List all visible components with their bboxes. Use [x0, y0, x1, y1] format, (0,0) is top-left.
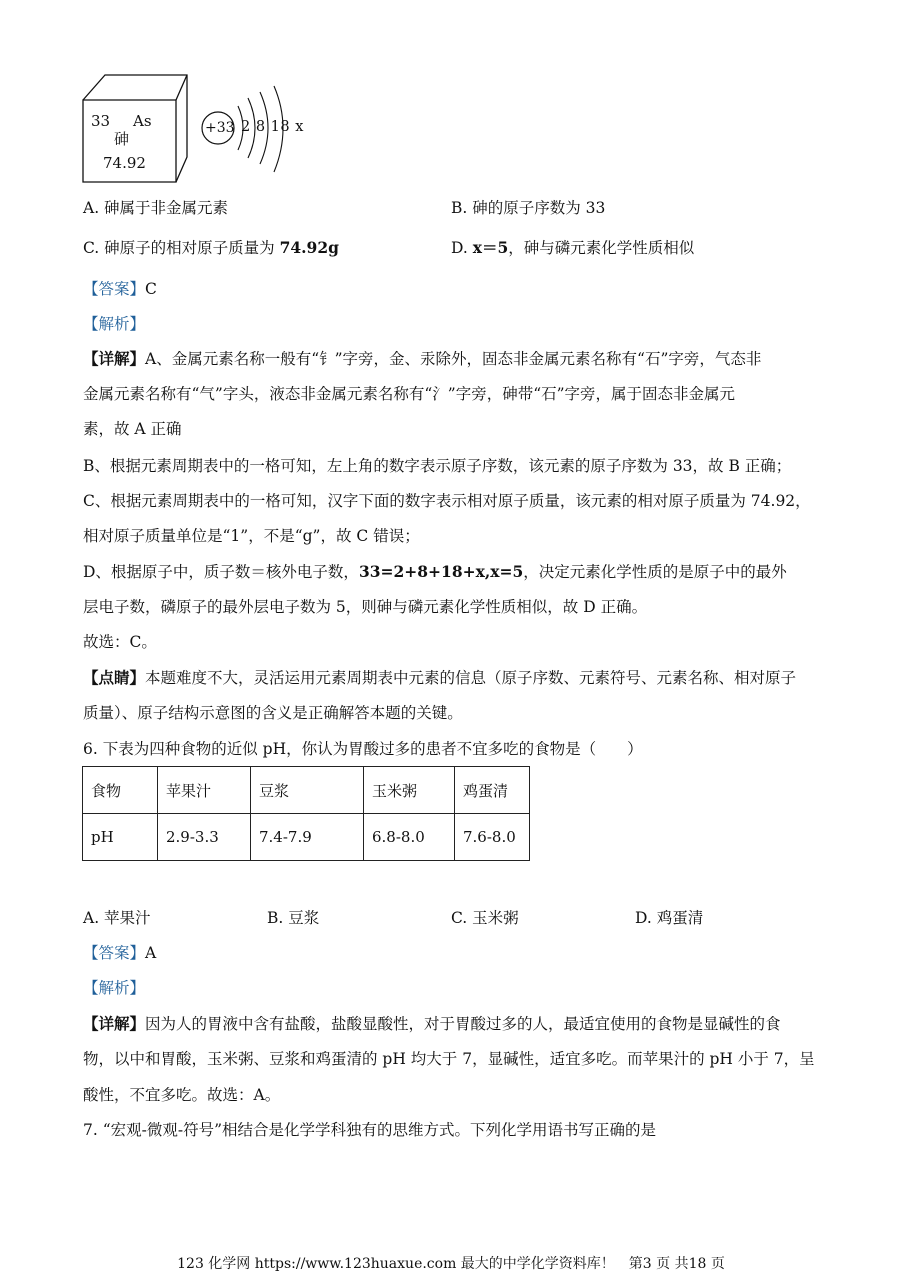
q6-option-c: C. 玉米粥: [451, 909, 519, 927]
q5-detail-line-7: D、根据原子中，质子数＝核外电子数，33=2+8+18+x,x=5，决定元素化学性质的是原子中的最外: [83, 562, 787, 581]
q5-option-d: D. x＝5，砷与磷元素化学性质相似: [451, 238, 695, 257]
q5-detail-line-2: 金属元素名称有“气”字头，液态非金属元素名称有“氵”字旁，砷带“石”字旁，属于固态非金属元: [83, 385, 736, 403]
q6-detail-line-2: 物，以中和胃酸，玉米粥、豆浆和鸡蛋清的 pH 均大于 7，显碱性，适宜多吃。而苹果汁的 pH 小于 7，呈: [83, 1050, 815, 1068]
q5-detail-line-5: C、根据元素周期表中的一格可知，汉字下面的数字表示相对原子质量，该元素的相对原子质量为 74.92，: [83, 492, 811, 510]
q5-detail-line-8: 层电子数，磷原子的最外层电子数为 5，则砷与磷元素化学性质相似，故 D 正确。: [83, 598, 648, 616]
table-cell: 玉米粥: [364, 767, 455, 814]
q6-detail-line-1: 【详解】因为人的胃液中含有盐酸，盐酸显酸性，对于胃酸过多的人，最适宜使用的食物是显碱性的食: [83, 1014, 781, 1033]
q5-detail-line-3: 素，故 A 正确: [83, 420, 182, 438]
q5-detail-line-4: B、根据元素周期表中的一格可知，左上角的数字表示原子序数，该元素的原子序数为 33，故 B 正确；: [83, 457, 792, 475]
table-cell: 6.8-8.0: [364, 814, 455, 861]
table-cell: 7.6-8.0: [455, 814, 530, 861]
q5-option-a: A. 砷属于非金属元素: [83, 199, 229, 217]
q6-stem: 6. 下表为四种食物的近似 pH，你认为胃酸过多的患者不宜多吃的食物是（ ）: [83, 740, 643, 758]
q5-answer: 【答案】C: [83, 280, 157, 298]
q5-point-line-2: 质量）、原子结构示意图的含义是正确解答本题的关键。: [83, 704, 463, 722]
q6-answer: 【答案】A: [83, 944, 157, 962]
q5-option-b: B. 砷的原子序数为 33: [451, 199, 606, 217]
table-cell: 食物: [83, 767, 158, 814]
ph-table: [82, 766, 530, 861]
q5-analysis-label: 【解析】: [83, 315, 146, 333]
q5-detail-line-1: 【详解】A、金属元素名称一般有“钅”字旁，金、汞除外，固态非金属元素名称有“石”字旁，气态非: [83, 349, 762, 368]
q5-option-c: C. 砷原子的相对原子质量为 74.92g: [83, 238, 339, 257]
q5-detail-line-6: 相对原子质量单位是“1”，不是“g”，故 C 错误；: [83, 527, 420, 545]
atomic-mass: 74.92: [103, 154, 146, 172]
table-cell: 鸡蛋清: [455, 767, 530, 814]
q6-detail-line-3: 酸性，不宜多吃。故选：A。: [83, 1086, 281, 1104]
element-symbol: As: [133, 112, 152, 130]
q6-option-b: B. 豆浆: [267, 909, 320, 927]
q6-option-d: D. 鸡蛋清: [635, 909, 704, 927]
q7-stem: 7. “宏观-微观-符号”相结合是化学学科独有的思维方式。下列化学用语书写正确的是: [83, 1121, 657, 1139]
electron-shells: 2 8 18 x: [241, 119, 304, 135]
nucleus-charge: +33: [205, 120, 235, 136]
element-name: 砷: [114, 130, 130, 148]
table-cell: 豆浆: [251, 767, 364, 814]
table-cell: 2.9-3.3: [158, 814, 251, 861]
page-footer: 123 化学网 https://www.123huaxue.com 最大的中学化学资料库！ 第3 页 共18 页: [177, 1256, 725, 1272]
table-cell: pH: [83, 814, 158, 861]
q6-option-a: A. 苹果汁: [83, 909, 151, 927]
table-cell: 7.4-7.9: [251, 814, 364, 861]
table-row: [83, 814, 530, 861]
q6-analysis-label: 【解析】: [83, 979, 146, 997]
q5-detail-line-9: 故选：C。: [83, 633, 157, 651]
atomic-number: 33: [91, 112, 111, 130]
q5-point-line-1: 【点睛】本题难度不大，灵活运用元素周期表中元素的信息（原子序数、元素符号、元素名称、相对原子: [83, 668, 797, 687]
table-cell: 苹果汁: [158, 767, 251, 814]
table-header-row: [83, 767, 530, 814]
